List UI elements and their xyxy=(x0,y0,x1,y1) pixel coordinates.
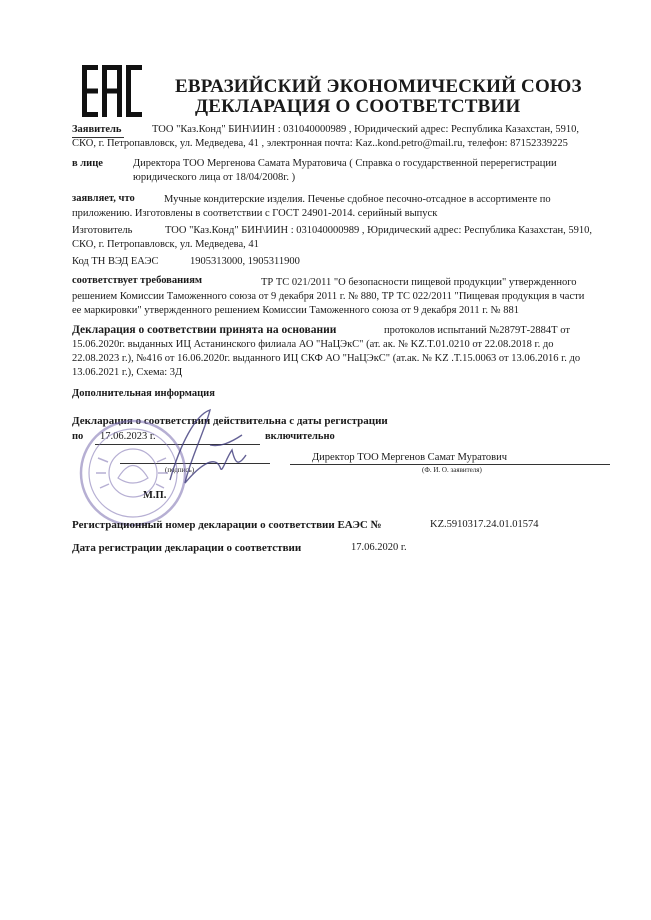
applicant-label: Заявитель xyxy=(72,124,122,135)
hs-code-value: 1905313000, 1905311900 xyxy=(190,256,300,267)
validity-po-label: по xyxy=(72,431,84,442)
document-title-line1: ЕВРАЗИЙСКИЙ ЭКОНОМИЧЕСКИЙ СОЮЗ xyxy=(175,76,582,97)
basis-line4: 13.06.2021 г.), Схема: 3Д xyxy=(72,367,183,378)
complies-label: соответствует требованиям xyxy=(72,275,203,286)
additional-info-label: Дополнительная информация xyxy=(72,388,215,399)
registration-number-label: Регистрационный номер декларации о соответствии ЕАЭС № xyxy=(72,519,382,531)
declares-line2: приложению. Изготовлены в соответствии с ГОСТ 24901-2014. серийный выпуск xyxy=(72,208,438,219)
signer-underline xyxy=(290,464,610,465)
handwritten-signature xyxy=(150,405,260,490)
seal-label: М.П. xyxy=(143,490,167,501)
registration-date-label: Дата регистрации декларации о соответствии xyxy=(72,542,302,554)
basis-line1: протоколов испытаний №2879Т-2884Т от xyxy=(384,325,570,336)
registration-number: KZ.5910317.24.01.01574 xyxy=(430,519,539,530)
registration-date: 17.06.2020 г. xyxy=(351,542,407,553)
complies-line2: решением Комиссии Таможенного союза от 9 декабря 2011 г. № 880, ТР ТС 022/2011 "Пищевая продукция в части xyxy=(72,291,585,302)
declares-label: заявляет, что xyxy=(72,193,135,204)
basis-line3: 22.08.2023 г.), №416 от 16.06.2020г. выданного ИЦ СКФ АО "НаЦЭкС" (ат.ак. № KZ .T.15.0063 от 13.06.2016 г. до xyxy=(72,353,581,364)
validity-line: Декларация о соответствии действительна с даты регистрации xyxy=(72,415,388,427)
eac-logo xyxy=(80,63,144,119)
representative-line2: юридического лица от 18/04/2008г. ) xyxy=(133,172,296,183)
representative-label: в лице xyxy=(72,158,103,169)
complies-line3: ее маркировки" утвержденного решением Комиссии Таможенного союза от 9 декабря 2011 г. № 881 xyxy=(72,305,520,316)
complies-line1: ТР ТС 021/2011 "О безопасности пищевой продукции" утвержденного xyxy=(261,277,577,288)
manufacturer-line2: СКО, г. Петропавловск, ул. Медведева, 41 xyxy=(72,239,259,250)
signer-caption: (Ф. И. О. заявителя) xyxy=(422,466,482,474)
eac-logo-icon xyxy=(80,63,144,119)
applicant-line2: СКО, г. Петропавловск, ул. Медведева, 41 , электронная почта: Kaz..kond.petro@mail.ru, телефон: 87152339225 xyxy=(72,138,568,149)
basis-label: Декларация о соответствии принята на основании xyxy=(72,324,337,336)
validity-inclusive: включительно xyxy=(265,431,335,442)
signature-caption: (подпись) xyxy=(165,466,195,474)
document-title-line2: ДЕКЛАРАЦИЯ О СООТВЕТСТВИИ xyxy=(195,96,521,117)
manufacturer-label: Изготовитель xyxy=(72,225,133,236)
hs-code-label: Код ТН ВЭД ЕАЭС xyxy=(72,256,159,267)
validity-date: 17.06.2023 г. xyxy=(100,431,156,442)
representative-line1: Директора ТОО Мергенова Самата Муратовича ( Справка о государственной перерегистрации xyxy=(133,158,557,169)
applicant-line1: ТОО "Каз.Конд" БИН\ИИН : 031040000989 , Юридический адрес: Республика Казахстан, 5910, xyxy=(152,124,579,135)
signature-scribble-icon xyxy=(150,405,260,490)
manufacturer-line1: ТОО "Каз.Конд" БИН\ИИН : 031040000989 , Юридический адрес: Республика Казахстан, 5910, xyxy=(165,225,592,236)
signer-name: Директор ТОО Мергенов Самат Муратович xyxy=(312,452,508,463)
basis-line2: 15.06.2020г. выданных ИЦ Астанинского филиала АО "НаЦЭкС" (ат. ак. № KZ.T.01.0210 от 22.08.2018 г. до xyxy=(72,339,554,350)
declares-line1: Мучные кондитерские изделия. Печенье сдобное песочно-отсадное в ассортименте по xyxy=(164,194,551,205)
